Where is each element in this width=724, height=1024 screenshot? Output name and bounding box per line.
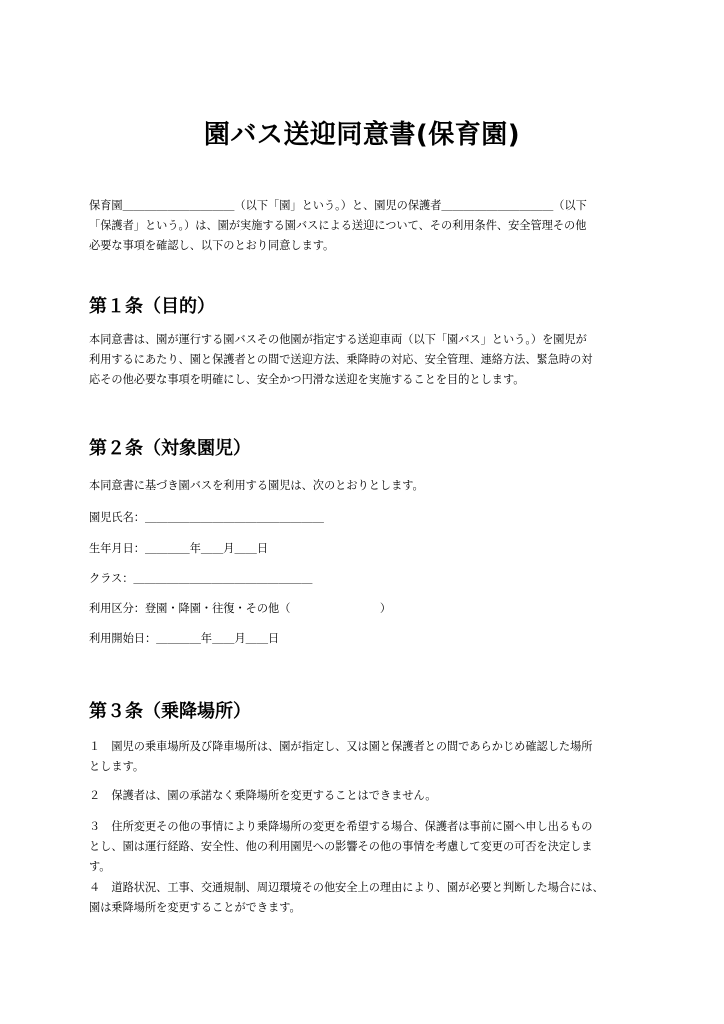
article1-heading: 第１条（目的）: [89, 296, 215, 317]
article1-line: 応その他必要な事項を明確にし、安全かつ円滑な送迎を実施することを目的とします。: [89, 373, 525, 386]
start-date-field: 利用開始日：＿＿＿＿年＿＿月＿＿日: [89, 632, 280, 645]
article3-item-line: とします。: [89, 760, 145, 773]
usage-type-field: 利用区分：登園・降園・往復・その他（ ）: [89, 602, 392, 615]
intro-line: 保育園＿＿＿＿＿＿＿＿＿＿（以下「園」という。）と、園児の保護者＿＿＿＿＿＿＿＿＿＿（以下: [89, 199, 587, 212]
article3-item-2: [89, 786, 637, 806]
document-title: 園バス送迎同意書(保育園): [203, 120, 521, 150]
article3-heading: 第３条（乗降場所）: [89, 701, 251, 722]
article3-item-line: とし、園は運行経路、安全性、他の利用園児への影響その他の事情を考慮して変更の可否を決定しま: [89, 840, 593, 853]
article2-intro: 本同意書に基づき園バスを利用する園児は、次のとおりとします。: [89, 479, 424, 492]
intro-line: 「保護者」という。）は、園が実施する園バスによる送迎について、その利用条件、安全管理その他: [89, 219, 587, 232]
article3-item-line: ４ 道路状況、工事、交通規制、周辺環境その他安全上の理由により、園が必要と判断した場合には、: [89, 881, 604, 894]
child-name-field: 園児氏名：＿＿＿＿＿＿＿＿＿＿＿＿＿＿＿＿: [89, 511, 324, 524]
article3-item-1: [89, 737, 637, 777]
article3-item-line: 園は乗降場所を変更することができます。: [89, 901, 301, 914]
class-field: クラス：＿＿＿＿＿＿＿＿＿＿＿＿＿＿＿＿: [89, 572, 313, 585]
article2-heading: 第２条（対象園児）: [89, 438, 251, 459]
article3-item-line: ２ 保護者は、園の承諾なく乗降場所を変更することはできません。: [89, 789, 437, 802]
article3-item-4: [89, 878, 637, 918]
article3-item-3: [89, 817, 637, 877]
intro-paragraph: [89, 196, 637, 256]
article1-line: 利用するにあたり、園と保護者との間で送迎方法、乗降時の対応、安全管理、連絡方法、緊急時の対: [89, 353, 593, 366]
article3-item-line: ３ 住所変更その他の事情により乗降場所の変更を希望する場合、保護者は事前に園へ申し出るもの: [89, 820, 593, 833]
article1-paragraph: [89, 330, 637, 390]
article3-item-line: す。: [89, 860, 111, 873]
article3-item-line: １ 園児の乗車場所及び降車場所は、園が指定し、又は園と保護者との間であらかじめ確認した場所: [89, 740, 593, 753]
article1-line: 本同意書は、園が運行する園バスその他園が指定する送迎車両（以下「園バス」という。）を園児が: [89, 333, 587, 346]
intro-line: 必要な事項を確認し、以下のとおり同意します。: [89, 239, 335, 252]
birthdate-field: 生年月日：＿＿＿＿年＿＿月＿＿日: [89, 542, 269, 555]
